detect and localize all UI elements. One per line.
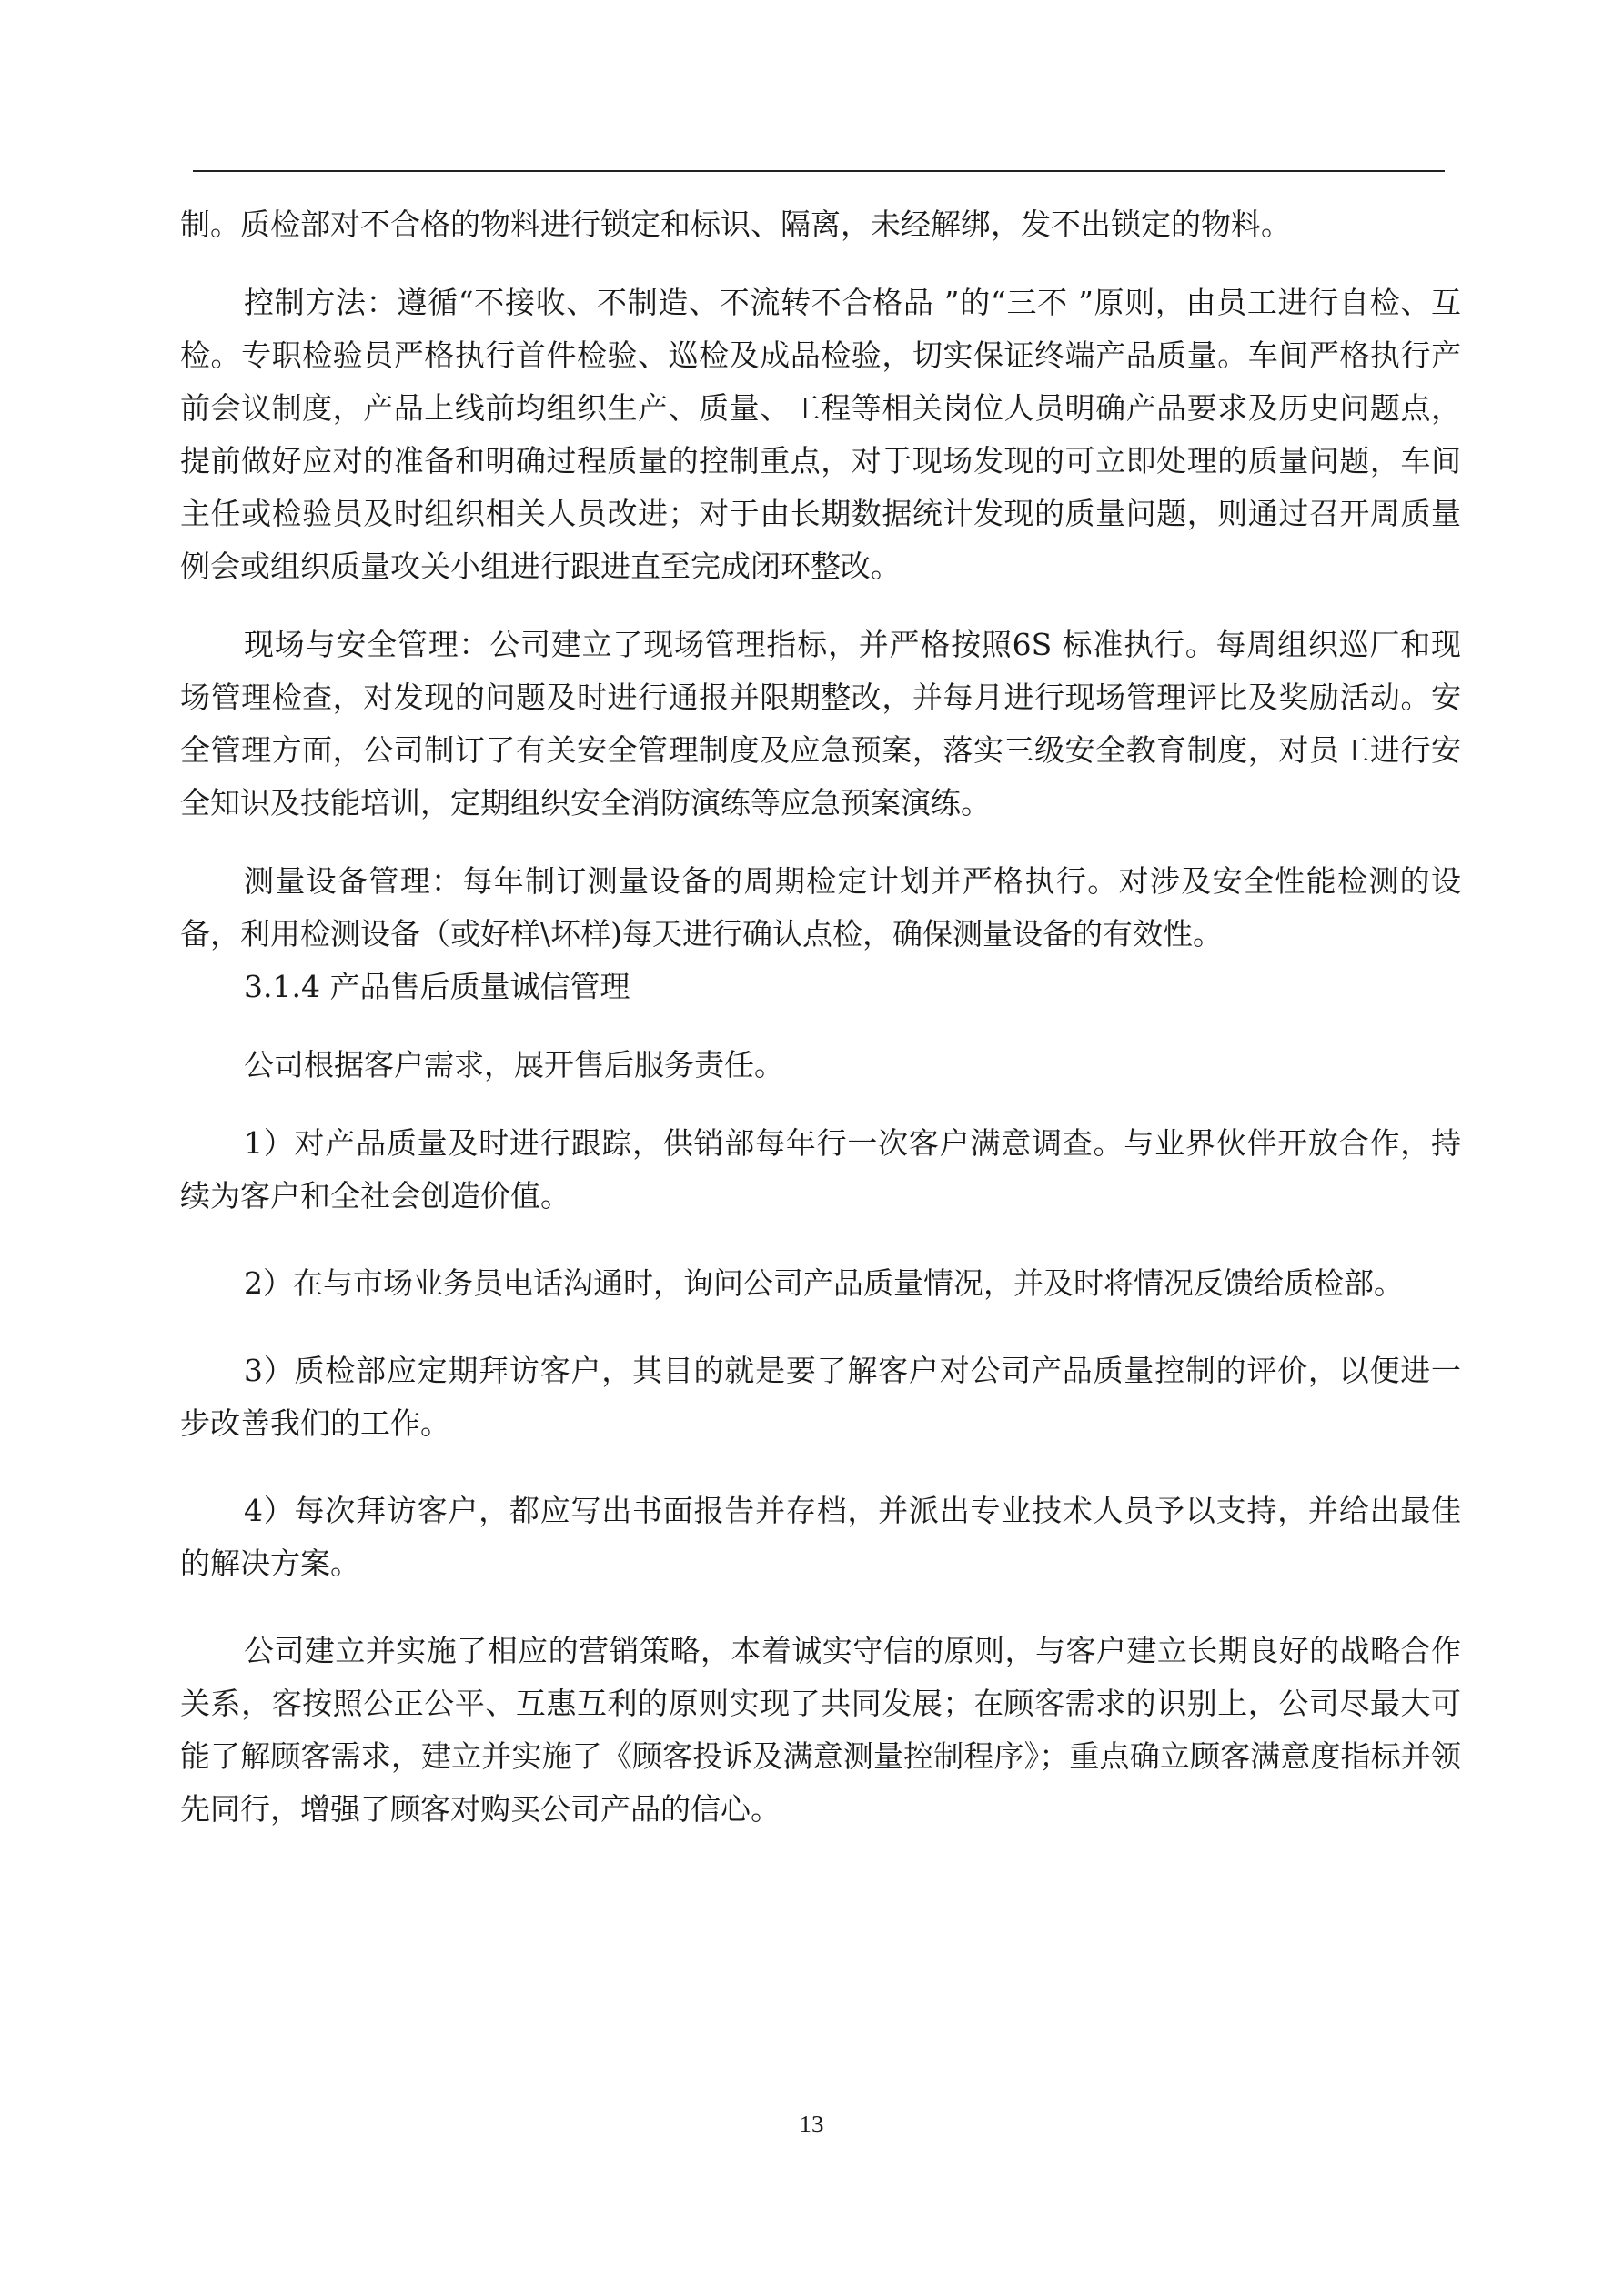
paragraph-marketing-strategy: 公司建立并实施了相应的营销策略，本着诚实守信的原则，与客户建立长期良好的战略合作关系，客按照公正公平、互惠互利的原则实现了共同发展；在顾客需求的识别上，公司尽最大可能了解顾客需求，建立并实施了《顾客投诉及满意测量控制程序》；重点确立顾客满意度指标并领先同行，增强了顾客对购买公司产品的信心。: [180, 1633, 1461, 1827]
list-item-1: 1）对产品质量及时进行跟踪，供销部每年行一次客户满意调查。与业界伙伴开放合作，持续为客户和全社会创造价值。: [180, 1125, 1461, 1213]
section-heading-after-sales: 3.1.4 产品售后质量诚信管理: [244, 969, 630, 1004]
paragraph-control-method: 控制方法：遵循“不接收、不制造、不流转不合格品 ”的“三不 ”原则，由员工进行自检、互检。专职检验员严格执行首件检验、巡检及成品检验，切实保证终端产品质量。车间严格执行产前会议制度，产品上线前均组织生产、质量、工程等相关岗位人员明确产品要求及历史问题点，提前做好应对的准备和明确过程质量的控制重点，对于现场发现的可立即处理的质量问题，车间主任或检验员及时组织相关人员改进；对于由长期数据统计发现的质量问题，则通过召开周质量例会或组织质量攻关小组进行跟进直至完成闭环整改。: [180, 285, 1461, 584]
paragraph-after-sales-intro: 公司根据客户需求，展开售后服务责任。: [244, 1047, 784, 1083]
paragraph-site-safety-management: 现场与安全管理：公司建立了现场管理指标，并严格按照6S 标准执行。每周组织巡厂和现场管理检查，对发现的问题及时进行通报并限期整改，并每月进行现场管理评比及奖励活动。安全管理方面，公司制订了有关安全管理制度及应急预案，落实三级安全教育制度，对员工进行安全知识及技能培训，定期组织安全消防演练等应急预案演练。: [180, 627, 1461, 821]
paragraph-measurement-equipment: 测量设备管理：每年制订测量设备的周期检定计划并严格执行。对涉及安全性能检测的设备，利用检测设备（或好样\坏样)每天进行确认点检，确保测量设备的有效性。: [180, 863, 1461, 952]
list-item-2: 2）在与市场业务员电话沟通时，询问公司产品质量情况，并及时将情况反馈给质检部。: [244, 1265, 1404, 1301]
header-rule: [193, 170, 1445, 172]
page-body: [180, 198, 1461, 1836]
list-item-3: 3）质检部应定期拜访客户，其目的就是要了解客户对公司产品质量控制的评价，以便进一步改善我们的工作。: [180, 1353, 1461, 1441]
paragraph-material-control: 制。质检部对不合格的物料进行锁定和标识、隔离，未经解绑，发不出锁定的物料。: [180, 206, 1291, 242]
page-number: 13: [799, 2110, 824, 2138]
list-item-4: 4）每次拜访客户，都应写出书面报告并存档，并派出专业技术人员予以支持，并给出最佳的解决方案。: [180, 1493, 1461, 1581]
